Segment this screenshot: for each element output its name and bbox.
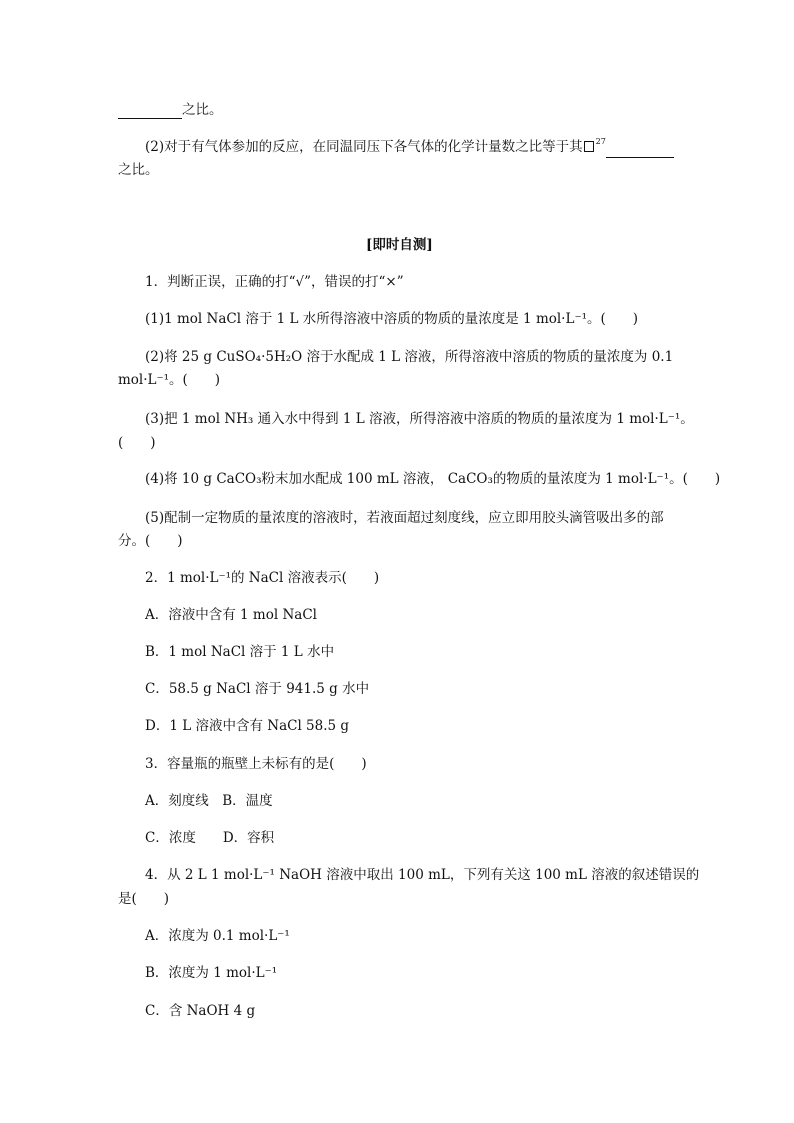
footnote-mark: 27 <box>595 137 606 146</box>
box-icon <box>584 141 594 152</box>
q2-option-c: C．58.5 g NaCl 溶于 941.5 g 水中 <box>145 681 370 697</box>
intro-item-2-text: (2)对于有气体参加的反应，在同温同压下各气体的化学计量数之比等于其 <box>145 139 583 155</box>
q3-stem: 3．容量瓶的瓶壁上未标有的是( ) <box>145 756 367 772</box>
q2-option-a: A．溶液中含有 1 mol NaCl <box>145 607 317 623</box>
q2-option-b: B．1 mol NaCl 溶于 1 L 水中 <box>145 644 335 660</box>
q1-statement-1: (1)1 mol NaCl 溶于 1 L 水所得溶液中溶质的物质的量浓度是 1 mol·L⁻¹。( ) <box>145 311 639 327</box>
intro-line-1-tail: 之比。 <box>182 102 223 118</box>
intro-item-2 <box>145 138 674 158</box>
q4-option-b: B．浓度为 1 mol·L⁻¹ <box>145 965 278 981</box>
q1-statement-3: (3)把 1 mol NH₃ 通入水中得到 1 L 溶液，所得溶液中溶质的物质的量浓度为 1 mol·L⁻¹。 <box>145 411 694 427</box>
q4-option-a: A．浓度为 0.1 mol·L⁻¹ <box>145 928 290 944</box>
q4-option-c: C．含 NaOH 4 g <box>145 1003 256 1019</box>
q3-options-cd: C．浓度 D．容积 <box>145 830 275 846</box>
q1-statement-2-cont: mol·L⁻¹。( ) <box>118 372 221 388</box>
q1-statement-2: (2)将 25 g CuSO₄·5H₂O 溶于水配成 1 L 溶液，所得溶液中溶质的物质的量浓度为 0.1 <box>145 349 674 365</box>
q4-stem-cont: 是( ) <box>118 891 170 907</box>
q1-statement-3-cont: ( ) <box>118 435 156 451</box>
answer-blank[interactable] <box>118 103 182 119</box>
q1-statement-5-cont: 分。( ) <box>118 533 183 549</box>
q2-stem: 2．1 mol·L⁻¹的 NaCl 溶液表示( ) <box>145 570 380 586</box>
q1-statement-4: (4)将 10 g CaCO₃粉末加水配成 100 mL 溶液， CaCO₃的物质的量浓度为 1 mol·L⁻¹。( ) <box>145 471 721 487</box>
section-title: [即时自测] <box>366 237 433 253</box>
q1-statement-5: (5)配制一定物质的量浓度的溶液时，若液面超过刻度线，应立即用胶头滴管吸出多的部 <box>145 510 664 526</box>
answer-blank[interactable] <box>606 142 674 158</box>
q1-stem: 1．判断正误，正确的打“√”，错误的打“×” <box>145 274 404 290</box>
intro-item-2-tail: 之比。 <box>118 162 159 178</box>
q3-options-ab: A．刻度线 B．温度 <box>145 793 273 809</box>
q2-option-d: D．1 L 溶液中含有 NaCl 58.5 g <box>145 718 350 734</box>
intro-line-1 <box>118 101 223 119</box>
q4-stem: 4．从 2 L 1 mol·L⁻¹ NaOH 溶液中取出 100 mL，下列有关这 100 mL 溶液的叙述错误的 <box>145 867 700 883</box>
